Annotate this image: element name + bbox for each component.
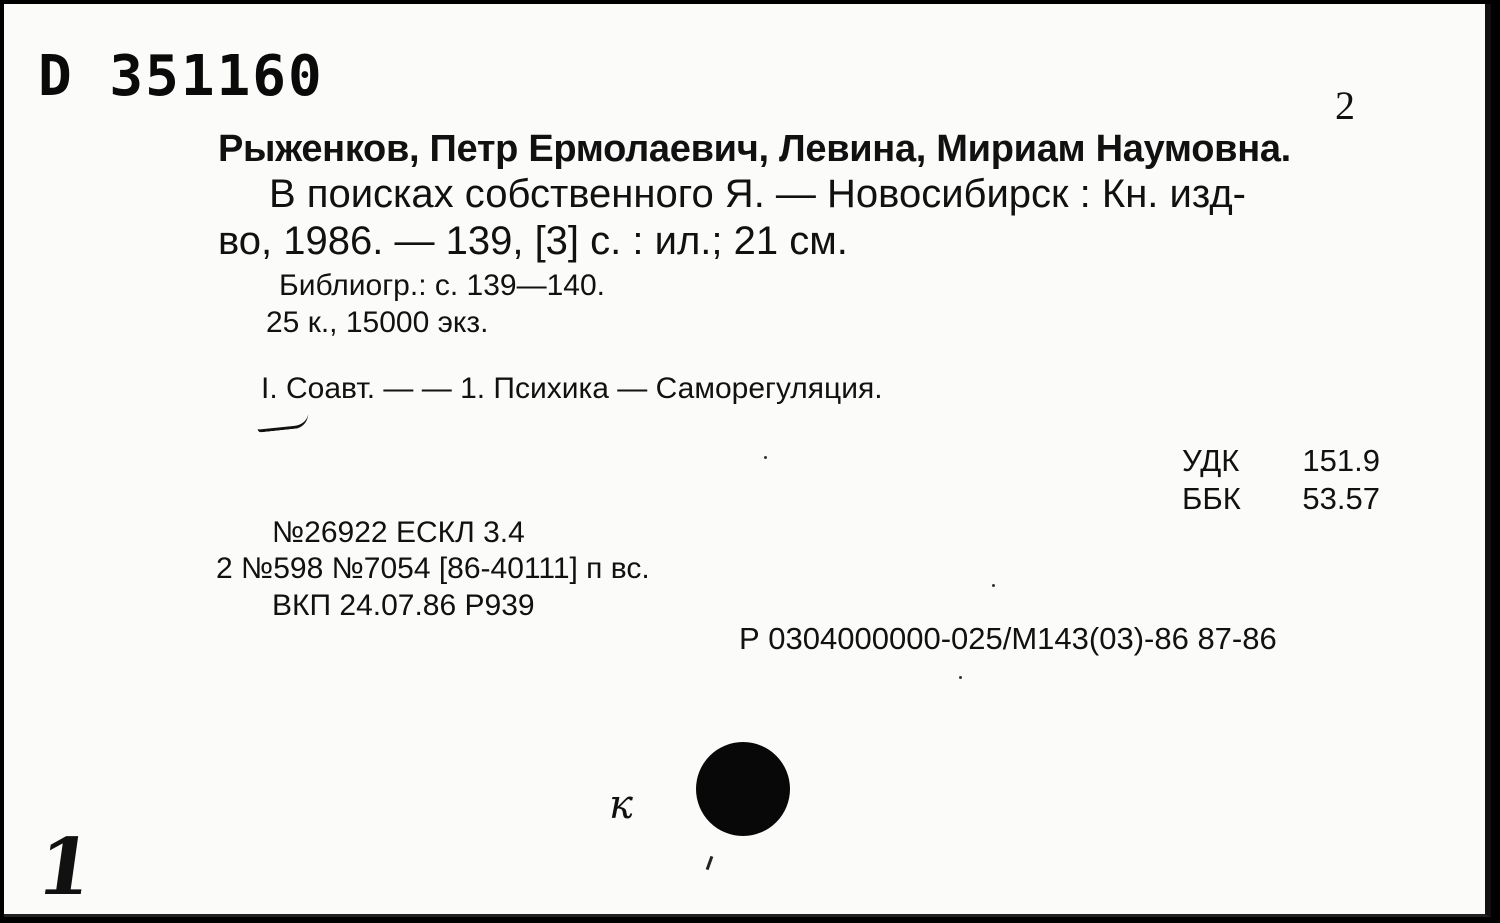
udc-value: 151.9 (1302, 443, 1380, 478)
classification-block (1182, 442, 1380, 518)
udc-label: УДК (1182, 443, 1240, 478)
speck (992, 584, 995, 587)
title-line-2: во, 1986. — 139, [3] с. : ил.; 21 см. (218, 219, 848, 263)
handwritten-mark: к (609, 782, 633, 828)
call-number: D 351160 (38, 44, 324, 109)
handwritten-corner-digit: 1 (31, 822, 99, 913)
punched-dot-mark (696, 742, 790, 836)
speck (764, 456, 767, 459)
bbk-value: 53.57 (1302, 481, 1380, 516)
price-print-run: 25 к., 15000 экз. (266, 306, 489, 339)
tech-line-1: №26922 ЕСКЛ 3.4 (272, 516, 525, 549)
bibliography-note: Библиогр.: с. 139—140. (279, 269, 605, 302)
tech-line-2: 2 №598 №7054 [86-40111] п вс. (216, 552, 650, 585)
title-line-1: В поисках собственного Я. — Новосибирск : Кн. изд- (269, 172, 1246, 216)
handwritten-underline (256, 412, 309, 432)
card-sequence-number: 2 (1335, 83, 1355, 128)
tracing-line: I. Соавт. — — 1. Психика — Саморегуляция. (261, 372, 883, 405)
bbk-row (1182, 480, 1380, 518)
pencil-tick (706, 856, 714, 870)
tech-line-3: ВКП 24.07.86 Р939 (272, 589, 535, 622)
udc-row (1182, 442, 1380, 480)
catalog-card (4, 4, 1491, 917)
speck (959, 676, 962, 679)
authors-heading: Рыженков, Петр Ермолаевич, Левина, Мириам Наумовна. (218, 128, 1291, 170)
isbn-line: Р 0304000000-025/М143(03)-86 87-86 (739, 621, 1277, 656)
bbk-label: ББК (1182, 481, 1241, 516)
